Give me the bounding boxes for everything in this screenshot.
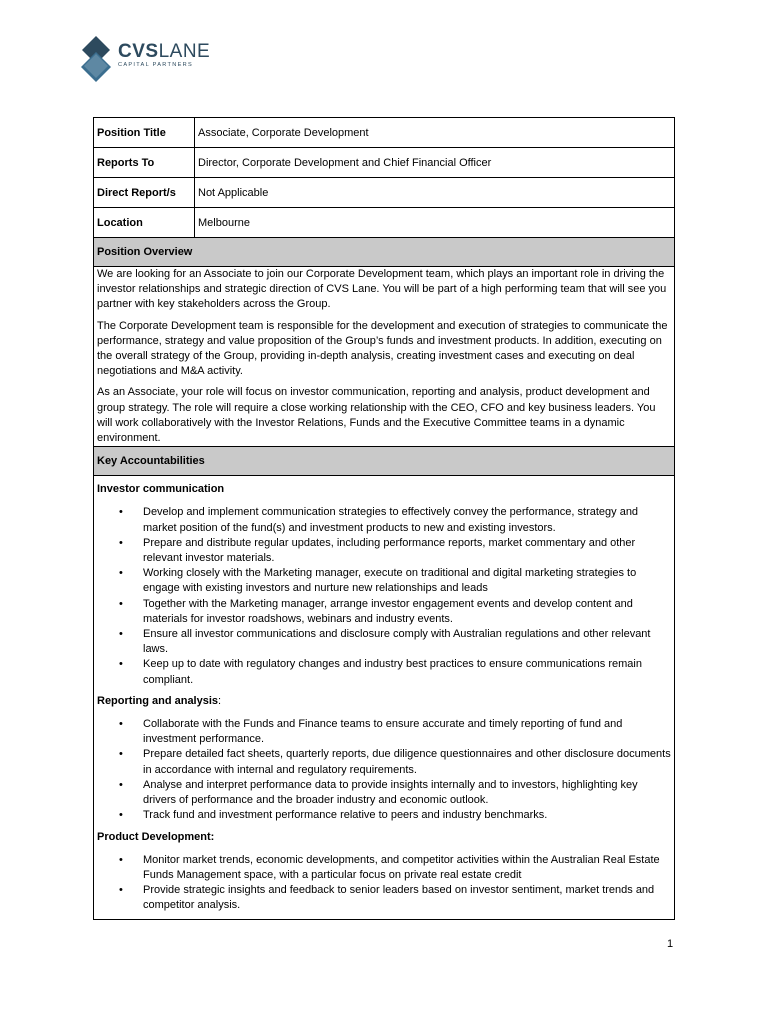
list-item-text: Prepare and distribute regular updates, including performance reports, market commentary and other relevant investor materials. bbox=[143, 536, 636, 565]
page-number: 1 bbox=[667, 938, 674, 950]
accountability-subheading: Reporting and analysis: bbox=[97, 694, 222, 707]
overview-row bbox=[94, 267, 675, 447]
accountability-subheading: Product Development: bbox=[97, 830, 215, 843]
bullet-icon: • bbox=[119, 628, 123, 641]
detail-row bbox=[94, 178, 675, 208]
accountability-subheading: Investor communication bbox=[97, 483, 225, 496]
list-item-text: Develop and implement communication strategies to effectively convey the performance, strategy and market position of the fund(s) and investment products to new and existing investors. bbox=[143, 506, 639, 534]
accountabilities-row bbox=[94, 476, 675, 919]
job-description-table bbox=[93, 117, 675, 920]
key-accountabilities-heading: Key Accountabilities bbox=[94, 447, 675, 476]
list-item bbox=[97, 627, 671, 657]
list-item bbox=[97, 566, 671, 596]
list-item bbox=[97, 747, 671, 777]
logo-diamond-icon bbox=[80, 36, 116, 82]
bullet-icon: • bbox=[119, 658, 123, 671]
list-item-text: Together with the Marketing manager, arrange investor engagement events and develop content and materials for investor roadshows, webinars and industry events. bbox=[143, 597, 633, 625]
bullet-icon: • bbox=[119, 567, 123, 580]
detail-value: Not Applicable bbox=[195, 178, 675, 208]
bullet-icon: • bbox=[119, 809, 123, 822]
list-item-text: Analyse and interpret performance data to provide insights internally and to investors, highlighting key drivers of performance and the broader industry and economic outlook. bbox=[143, 778, 638, 807]
overview-body bbox=[94, 267, 675, 447]
list-item bbox=[97, 657, 671, 687]
detail-row bbox=[94, 118, 675, 148]
list-item-text: Collaborate with the Funds and Finance teams to ensure accurate and timely reporting of fund and investment performance. bbox=[143, 718, 623, 746]
bullet-list bbox=[97, 717, 671, 823]
bullet-icon: • bbox=[119, 506, 123, 519]
company-logo bbox=[80, 36, 211, 82]
list-item-text: Provide strategic insights and feedback to senior leaders based on investor sentiment, market trends and competitor analysis. bbox=[143, 884, 655, 912]
bullet-list bbox=[97, 853, 671, 914]
bullet-icon: • bbox=[119, 884, 123, 897]
position-overview-heading: Position Overview bbox=[94, 238, 675, 267]
list-item bbox=[97, 778, 671, 808]
list-item-text: Working closely with the Marketing manager, execute on traditional and digital marketing strategies to engage with existing investors and nurture new relationships and leads bbox=[143, 567, 637, 595]
detail-row bbox=[94, 148, 675, 178]
overview-paragraph: We are looking for an Associate to join our Corporate Development team, which plays an important role in driving the investor relationships and strategic direction of CVS Lane. You will be part of a high performing team that will see you partner with key stakeholders across the Group. bbox=[97, 268, 667, 311]
bullet-icon: • bbox=[119, 748, 123, 761]
list-item bbox=[97, 853, 671, 883]
detail-label: Reports To bbox=[94, 148, 195, 178]
detail-value: Melbourne bbox=[195, 208, 675, 238]
list-item-text: Prepare detailed fact sheets, quarterly reports, due diligence questionnaires and other disclosure documents in accordance with internal and regulatory requirements. bbox=[143, 748, 671, 776]
detail-label: Position Title bbox=[94, 118, 195, 148]
list-item bbox=[97, 505, 671, 535]
list-item-text: Keep up to date with regulatory changes and industry best practices to ensure communications remain compliant. bbox=[143, 658, 642, 686]
list-item bbox=[97, 717, 671, 747]
section-header-row bbox=[94, 447, 675, 476]
accountabilities-body bbox=[94, 476, 675, 919]
detail-value: Director, Corporate Development and Chief Financial Officer bbox=[195, 148, 675, 178]
detail-label: Location bbox=[94, 208, 195, 238]
bullet-list bbox=[97, 505, 671, 687]
detail-row bbox=[94, 208, 675, 238]
list-item-text: Ensure all investor communications and disclosure comply with Australian regulations and other relevant laws. bbox=[143, 628, 651, 656]
detail-label: Direct Report/s bbox=[94, 178, 195, 208]
bullet-icon: • bbox=[119, 853, 123, 866]
list-item bbox=[97, 536, 671, 566]
overview-paragraph: As an Associate, your role will focus on investor communication, reporting and analysis, product development and group strategy. The role will require a close working relationship with the CEO, CFO and key business leaders. You will work collaboratively with the Investor Relations, Funds and the Executive Committee teams in a dynamic environment. bbox=[97, 386, 656, 445]
bullet-icon: • bbox=[119, 536, 123, 549]
bullet-icon: • bbox=[119, 597, 123, 610]
bullet-icon: • bbox=[119, 778, 123, 791]
list-item bbox=[97, 808, 671, 823]
overview-paragraph: The Corporate Development team is responsible for the development and execution of strategies to communicate the performance, strategy and value proposition of the Group’s funds and investment products. In addition, executing on the overall strategy of the Group, providing in-depth analysis, creating investment cases and executing on deal negotiations and M&A activity. bbox=[97, 319, 668, 378]
section-header-row bbox=[94, 238, 675, 267]
logo-tagline: CAPITAL PARTNERS bbox=[118, 62, 193, 68]
bullet-icon: • bbox=[119, 718, 123, 731]
list-item-text: Track fund and investment performance relative to peers and industry benchmarks. bbox=[143, 809, 548, 822]
list-item bbox=[97, 597, 671, 627]
logo-wordmark: CVSLANE bbox=[118, 41, 211, 62]
detail-value: Associate, Corporate Development bbox=[195, 118, 675, 148]
list-item-text: Monitor market trends, economic developments, and competitor activities within the Australian Real Estate Funds Management space, with a particular focus on private real estate credit bbox=[143, 853, 660, 881]
list-item bbox=[97, 883, 671, 913]
